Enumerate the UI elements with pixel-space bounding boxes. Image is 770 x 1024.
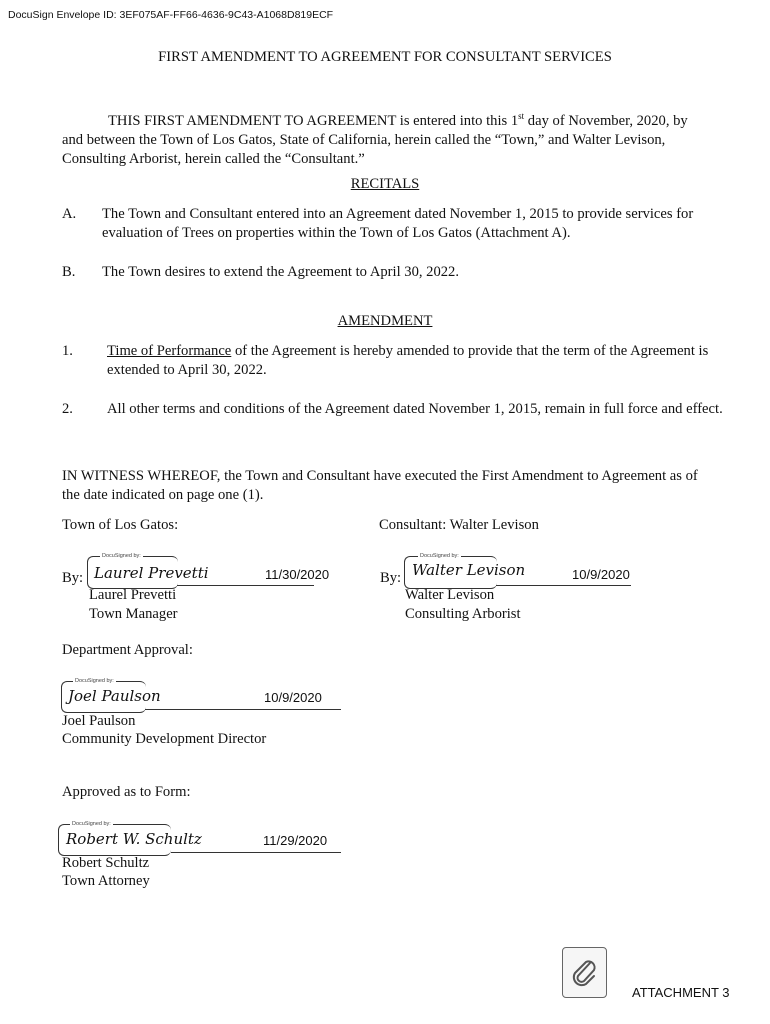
signer-title: Town Attorney bbox=[62, 873, 150, 889]
consultant-label: Consultant: Walter Levison bbox=[379, 517, 539, 533]
signer-title: Consulting Arborist bbox=[405, 606, 521, 622]
intro-paragraph bbox=[62, 107, 712, 169]
recital-text: The Town and Consultant entered into an Agreement dated November 1, 2015 to provide services for evaluation of Trees on properties within the Town of Los Gatos (Attachment A). bbox=[102, 206, 694, 241]
amendment-text: All other terms and conditions of the Agreement dated November 1, 2015, remain in full force and effect. bbox=[107, 401, 723, 417]
attachment-label: ATTACHMENT 3 bbox=[632, 985, 730, 1000]
date-paulson: 10/9/2020 bbox=[264, 690, 322, 705]
witness-paragraph: IN WITNESS WHEREOF, the Town and Consultant have executed the First Amendment to Agreement as of the date indicated on page one (1). bbox=[62, 468, 698, 503]
signature-line bbox=[496, 585, 631, 586]
envelope-id: DocuSign Envelope ID: 3EF075AF-FF66-4636-9C43-A1068D819ECF bbox=[8, 9, 334, 21]
intro-text-b: day of November, 2020, by and between the Town of Los Gatos, State of California, herein called the “Town,” and Walter Levison, Consulting Arborist, herein called the “Consultant.” bbox=[62, 112, 688, 167]
signer-title: Community Development Director bbox=[62, 731, 267, 747]
date-levison: 10/9/2020 bbox=[572, 567, 630, 582]
signature-line bbox=[177, 585, 314, 586]
intro-text-a: THIS FIRST AMENDMENT TO AGREEMENT is entered into this 1 bbox=[108, 112, 519, 129]
signer-title: Town Manager bbox=[89, 606, 178, 622]
approved-as-to-form-label: Approved as to Form: bbox=[62, 784, 191, 800]
intro-superscript: st bbox=[518, 111, 525, 121]
docusigned-by-label: DocuSigned by: bbox=[75, 678, 114, 684]
signature-line bbox=[171, 852, 341, 853]
amendment-label: 2. bbox=[62, 401, 73, 417]
date-prevetti: 11/30/2020 bbox=[265, 567, 330, 582]
signer-name: Laurel Prevetti bbox=[89, 587, 177, 603]
amendment-label: 1. bbox=[62, 343, 73, 359]
signature-prevetti: Laurel Prevetti bbox=[94, 564, 209, 582]
document-title: FIRST AMENDMENT TO AGREEMENT FOR CONSULTANT SERVICES bbox=[158, 49, 612, 65]
amendment-1 bbox=[62, 342, 712, 382]
recital-b bbox=[62, 263, 712, 283]
date-schultz: 11/29/2020 bbox=[263, 833, 328, 848]
amendment-heading: AMENDMENT bbox=[337, 313, 433, 329]
docusigned-by-label: DocuSigned by: bbox=[102, 553, 141, 559]
signature-levison: Walter Levison bbox=[412, 561, 526, 579]
recital-label: B. bbox=[62, 264, 76, 280]
department-approval-label: Department Approval: bbox=[62, 642, 193, 658]
recital-label: A. bbox=[62, 206, 77, 222]
recitals-heading: RECITALS bbox=[350, 176, 420, 192]
paperclip-icon[interactable] bbox=[562, 947, 607, 998]
amendment-underlined: Time of Performance bbox=[107, 343, 232, 359]
town-label: Town of Los Gatos: bbox=[62, 517, 179, 533]
amendment-2 bbox=[62, 400, 723, 440]
signature-schultz: Robert W. Schultz bbox=[66, 830, 202, 848]
docusigned-by-label: DocuSigned by: bbox=[420, 553, 459, 559]
by-label: By: bbox=[62, 570, 84, 586]
signature-paulson: Joel Paulson bbox=[68, 687, 161, 705]
signer-name: Robert Schultz bbox=[62, 855, 150, 871]
by-label: By: bbox=[380, 570, 402, 586]
signature-line bbox=[145, 709, 341, 710]
signer-name: Joel Paulson bbox=[62, 713, 136, 729]
recital-text: The Town desires to extend the Agreement to April 30, 2022. bbox=[102, 264, 459, 280]
amendment-body: of the Agreement is hereby amended to provide that the term of the Agreement is extended to April 30, 2022. bbox=[107, 343, 709, 378]
signer-name: Walter Levison bbox=[405, 587, 495, 603]
amendment-text bbox=[107, 342, 727, 380]
docusigned-by-label: DocuSigned by: bbox=[72, 821, 111, 827]
recital-a bbox=[62, 205, 712, 245]
